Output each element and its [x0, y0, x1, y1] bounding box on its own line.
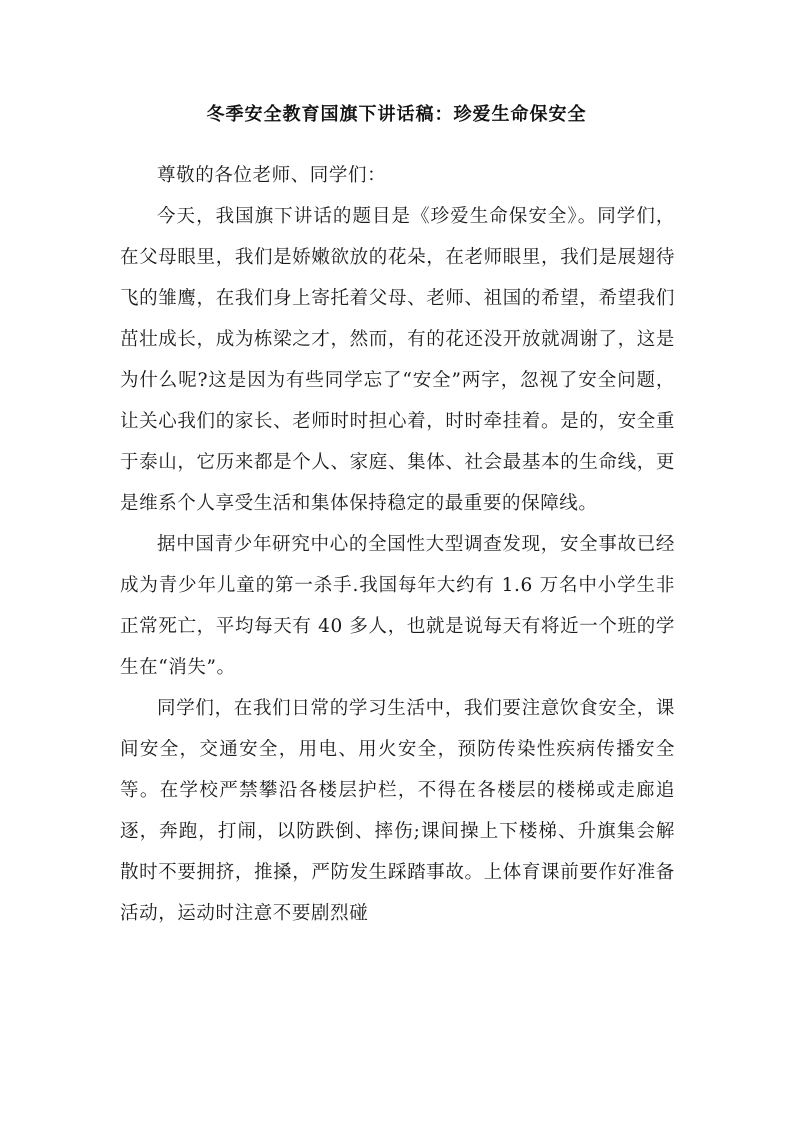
faint-watermark: [120, 1003, 362, 1023]
document-title: 冬季安全教育国旗下讲话稿：珍爱生命保安全: [206, 104, 587, 125]
paragraph-1: 今天，我国旗下讲话的题目是《珍爱生命保安全》。同学们，在父母眼里，我们是娇嫩欲放的花朵，在老师眼里，我们是展翅待飞的雏鹰，在我们身上寄托着父母、老师、祖国的希望，希望我们茁壮成长，成为栋梁之才，然而，有的花还没开放就凋谢了，这是为什么呢?这是因为有些同学忘了“安全”两字，忽视了安全问题，让关心我们的家长、老师时时担心着，时时牵挂着。是的，安全重于泰山，它历来都是个人、家庭、集体、社会最基本的生命线，更是维系个人享受生活和集体保持稳定的最重要的保障线。: [120, 206, 675, 514]
greeting-line: 尊敬的各位老师、同学们：: [157, 165, 387, 186]
paragraph-2: 据中国青少年研究中心的全国性大型调查发现，安全事故已经成为青少年儿童的第一杀手.我国每年大约有 1.6 万名中小学生非正常死亡，平均每天有 40 多人，也就是说每天有将近一个班的学生在“消失”。: [120, 534, 675, 678]
paragraph-3: 同学们，在我们日常的学习生活中，我们要注意饮食安全，课间安全，交通安全，用电、用火安全，预防传染性疾病传播安全等。在学校严禁攀沿各楼层护栏，不得在各楼层的楼梯或走廊追逐，奔跑，打闹，以防跌倒、摔伤;课间操上下楼梯、升旗集会解散时不要拥挤，推搡，严防发生踩踏事故。上体育课前要作好准备活动，运动时注意不要剧烈碰: [120, 698, 675, 924]
document-body: [120, 155, 675, 934]
